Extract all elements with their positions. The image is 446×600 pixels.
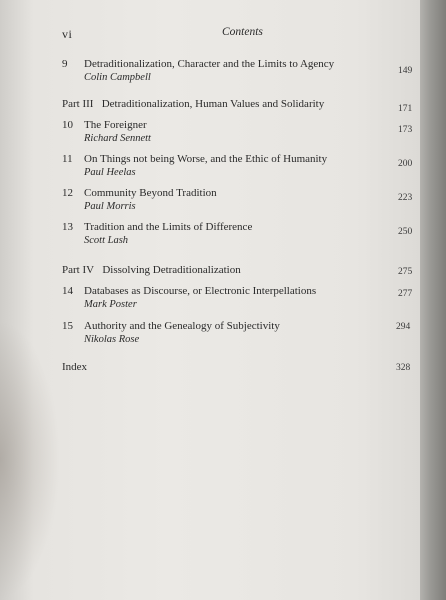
page-edge <box>420 0 446 600</box>
toc-entry-chapter-11 <box>62 153 327 179</box>
toc-entry-chapter-15 <box>62 320 280 346</box>
chapter-number: 14 <box>62 285 73 297</box>
part-label: Part III <box>62 98 94 110</box>
chapter-number: 10 <box>62 119 73 131</box>
chapter-title: Authority and the Genealogy of Subjectivity <box>84 320 280 332</box>
part-title: Detraditionalization, Human Values and Solidarity <box>101 98 325 110</box>
page-number: 275 <box>398 267 413 277</box>
chapter-number: 13 <box>62 221 73 233</box>
chapter-number: 11 <box>62 153 73 165</box>
page-number: 223 <box>398 193 413 203</box>
toc-entry-chapter-9 <box>62 58 334 84</box>
toc-entry-chapter-12 <box>62 187 217 213</box>
toc-entry-chapter-10 <box>62 119 151 145</box>
toc-entry-chapter-13 <box>62 221 252 247</box>
chapter-author: Mark Poster <box>84 299 137 310</box>
chapter-title: Community Beyond Tradition <box>84 187 217 199</box>
page-header-title: Contents <box>222 26 263 38</box>
part-title: Dissolving Detraditionalization <box>102 264 241 276</box>
chapter-title: Databases as Discourse, or Electronic Interpellations <box>84 285 317 297</box>
toc-entry-chapter-14 <box>62 285 316 311</box>
toc-part-iii <box>62 98 324 110</box>
chapter-title: Detraditionalization, Character and the Limits to Agency <box>84 58 335 70</box>
page-number: 294 <box>396 322 411 332</box>
hand-shadow <box>0 320 60 600</box>
page-number: 173 <box>398 125 413 135</box>
chapter-author: Colin Campbell <box>84 72 151 83</box>
page-number: 171 <box>398 104 413 114</box>
page-number: 200 <box>398 159 413 169</box>
page-number: 250 <box>398 227 413 237</box>
chapter-author: Paul Morris <box>84 201 136 212</box>
chapter-number: 12 <box>62 187 73 199</box>
part-label: Part IV <box>62 264 95 276</box>
page-number: 149 <box>398 66 413 76</box>
page-number: 277 <box>398 289 413 299</box>
chapter-author: Richard Sennett <box>84 133 151 144</box>
chapter-number: 9 <box>62 58 68 70</box>
chapter-author: Paul Heelas <box>84 167 136 178</box>
toc-part-iv <box>62 264 241 276</box>
chapter-title: On Things not being Worse, and the Ethic of Humanity <box>84 153 328 165</box>
toc-entry-index <box>62 361 87 374</box>
chapter-author: Nikolas Rose <box>84 334 140 345</box>
index-title: Index <box>62 361 88 373</box>
chapter-author: Scott Lash <box>84 235 129 246</box>
chapter-title: Tradition and the Limits of Difference <box>84 221 253 233</box>
page-folio: vi <box>62 27 73 41</box>
chapter-title: The Foreigner <box>84 119 147 131</box>
page-number: 328 <box>396 363 411 373</box>
chapter-number: 15 <box>62 320 73 332</box>
